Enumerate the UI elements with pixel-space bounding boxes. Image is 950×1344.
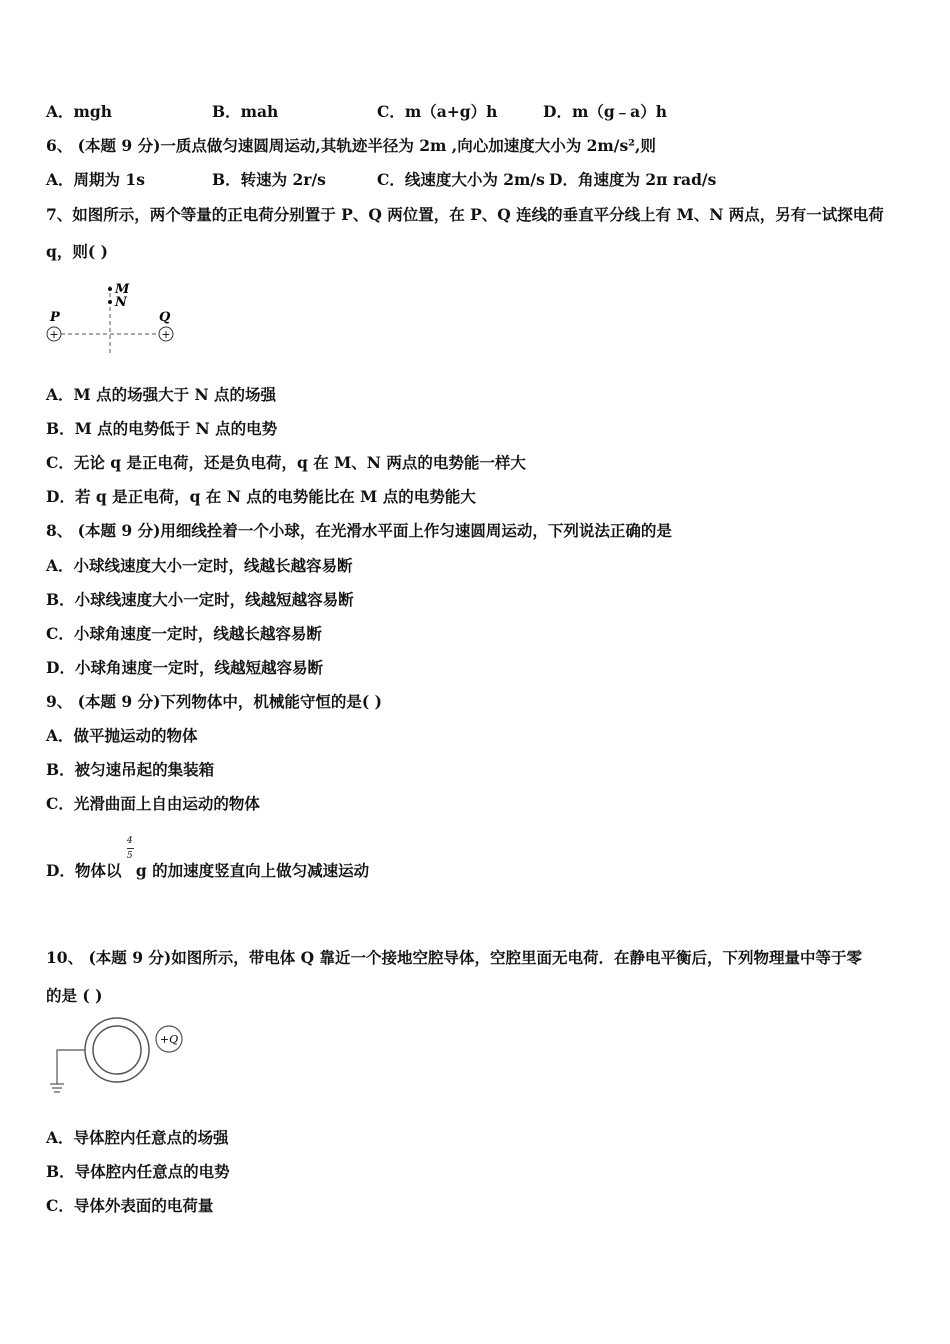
fraction-four-fifths: [126, 836, 136, 881]
q10-stem-line2: 的是 ( ): [46, 986, 103, 1005]
q8-option-b: B．小球线速度大小一定时，线越短越容易断: [46, 590, 354, 609]
label-m: M: [115, 282, 130, 297]
q9-option-a: A．做平抛运动的物体: [46, 726, 198, 745]
point-n-dot: [108, 300, 112, 304]
q5-option-d: D．m（g﹣a）h: [543, 102, 667, 121]
fraction-bar: [127, 848, 134, 849]
fraction-denominator: 5: [126, 851, 133, 861]
q8-option-a: A．小球线速度大小一定时，线越长越容易断: [46, 556, 353, 575]
q8-option-c: C．小球角速度一定时，线越长越容易断: [46, 624, 322, 643]
fraction-numerator: 4: [126, 836, 133, 846]
q10-option-b: B．导体腔内任意点的电势: [46, 1162, 230, 1181]
q6-option-c: C．线速度大小为 2m/s: [377, 170, 545, 189]
q6-option-a: A．周期为 1s: [46, 170, 145, 189]
q8-option-d: D．小球角速度一定时，线越短越容易断: [46, 658, 323, 677]
q6-option-d: D．角速度为 2π rad/s: [549, 170, 717, 189]
q5-option-a: A．mgh: [46, 102, 113, 121]
q9-option-c: C．光滑曲面上自由运动的物体: [46, 794, 260, 813]
q9-option-d: [46, 836, 370, 881]
point-m-dot: [108, 287, 112, 291]
q9-option-d-suffix: g 的加速度竖直向上做匀减速运动: [135, 861, 370, 880]
q9-option-b: B．被匀速吊起的集装箱: [46, 760, 215, 779]
q6-stem: 6、 (本题 9 分)一质点做匀速圆周运动,其轨迹半径为 2m ,向心加速度大小为 2m/s²,则: [46, 136, 656, 155]
q8-stem: 8、 (本题 9 分)用细线拴着一个小球，在光滑水平面上作匀速圆周运动，下列说法正确的是: [46, 521, 672, 540]
q6-option-b: B．转速为 2r/s: [212, 170, 326, 189]
label-n: N: [115, 295, 127, 310]
q5-option-c: C．m（a+g）h: [377, 102, 498, 121]
q7-charge-figure: [40, 280, 190, 360]
q7-stem-line1: 7、如图所示，两个等量的正电荷分别置于 P、Q 两位置，在 P、Q 连线的垂直平分线上有 M、N 两点，另有一试探电荷: [46, 205, 884, 224]
charge-q-sign: +: [161, 328, 171, 341]
q10-option-c: C．导体外表面的电荷量: [46, 1196, 214, 1215]
conductor-inner-cavity: [93, 1026, 141, 1074]
q10-stem-line1: 10、 (本题 9 分)如图所示，带电体 Q 靠近一个接地空腔导体，空腔里面无电荷．在静电平衡后，下列物理量中等于零: [46, 948, 863, 967]
charge-p-sign: +: [49, 328, 59, 341]
q7-option-a: A．M 点的场强大于 N 点的场强: [46, 385, 277, 404]
q7-option-d: D．若 q 是正电荷，q 在 N 点的电势能比在 M 点的电势能大: [46, 487, 476, 506]
q7-option-c: C．无论 q 是正电荷，还是负电荷，q 在 M、N 两点的电势能一样大: [46, 453, 526, 472]
q7-stem-line2: q，则( ): [46, 242, 108, 261]
q7-option-b: B．M 点的电势低于 N 点的电势: [46, 419, 278, 438]
q10-option-a: A．导体腔内任意点的场强: [46, 1128, 229, 1147]
ground-wire: [57, 1050, 85, 1084]
q10-conductor-figure: [40, 1014, 190, 1098]
charge-label: +Q: [159, 1033, 179, 1046]
q9-option-d-prefix: D．物体以: [46, 861, 122, 880]
q5-option-b: B．mah: [212, 102, 279, 121]
label-q: Q: [159, 310, 171, 325]
label-p: P: [50, 310, 60, 325]
q9-stem: 9、 (本题 9 分)下列物体中，机械能守恒的是( ): [46, 692, 382, 711]
